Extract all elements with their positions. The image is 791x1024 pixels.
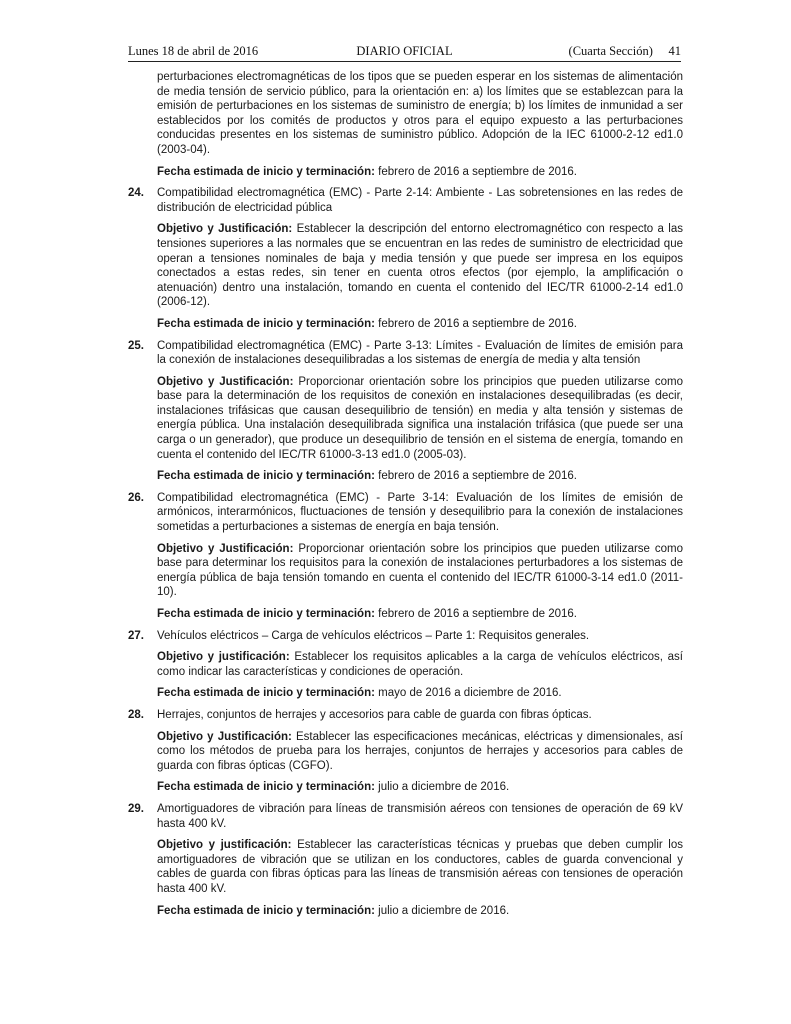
item-title: Amortiguadores de vibración para líneas de transmisión aéreos con tensiones de operación de 69 kV hasta 400 kV. [157, 802, 683, 830]
header-publication: DIARIO OFICIAL [356, 44, 453, 58]
page-header [128, 44, 681, 62]
objective-text: Proporcionar orientación sobre los principios que pueden utilizarse como base para la determinación de los requisitos de conexión en instalaciones desequilibradas (es decir, instalaciones trifásicas que causan desequilibrio de tensión) en media y alta tensión y sistemas de energía pública. Una instalación desequilibrada significa una instalación trifásica (que puede ser una carga o un generador), que produce un desequilibrio de tensión en el sistema de energía, tomando en cuenta el contenido del IEC/TR 61000-3-13 ed1.0 (2005-03). [157, 375, 683, 461]
fecha-value: febrero de 2016 a septiembre de 2016. [374, 470, 577, 483]
fecha-label: Fecha estimada de inicio y terminación: [157, 687, 375, 700]
fecha-value: julio a diciembre de 2016. [374, 904, 510, 917]
fecha-value: febrero de 2016 a septiembre de 2016. [374, 608, 577, 620]
list-item-24 [128, 186, 683, 215]
item-number: 26. [128, 491, 144, 504]
intro-fecha [157, 165, 683, 180]
item-objective [157, 222, 683, 310]
objective-text: Establecer la descripción del entorno electromagnético con respecto a las tensiones superiores a las normales que se encuentran en las redes de suministro de electricidad que operan a tensiones nominales de baja y media tensión y que puede ser impresa en los equipos conectados a estas redes, sin tener en cuenta otros efectos (por ejemplo, la amplificación o atenuación) dentro una instalación, tomando en cuenta el contenido del IEC/TR 61000-2-14 ed1.0 (2006-12). [157, 223, 684, 309]
fecha-label: Fecha estimada de inicio y terminación: [157, 608, 375, 620]
objective-text: Establecer las características técnicas y pruebas que deben cumplir los amortiguadores de vibración que se utilizan en los conductores, cables de guarda convencional y cables de guarda con fibras ópticas para las líneas de transmisión aéreas con tensiones de operación hasta 400 kV. [157, 839, 684, 895]
item-title: Herrajes, conjuntos de herrajes y accesorios para cable de guarda con fibras ópticas. [157, 708, 592, 721]
item-fecha [157, 904, 683, 919]
item-fecha [157, 686, 683, 701]
objective-label: Objetivo y justificación: [157, 839, 292, 852]
fecha-value: mayo de 2016 a diciembre de 2016. [374, 687, 562, 700]
objective-text: Proporcionar orientación sobre los principios que pueden utilizarse como base para determinar los requisitos para la conexión de instalaciones perturbadores a los sistemas de energía pública de baja tensión tomando en cuenta el contenido del IEC/TR 61000-3-14 ed1.0 (2011-10). [157, 542, 683, 599]
fecha-value: julio a diciembre de 2016. [374, 781, 510, 794]
list-item-26 [128, 491, 683, 535]
list-item-27 [128, 629, 683, 644]
item-fecha [157, 780, 683, 795]
item-title: Compatibilidad electromagnética (EMC) - Parte 3-14: Evaluación de los límites de emisión de armónicos, interarmónicos, fluctuaciones de tensión y desequilibrio para la conexión de instalaciones sometidas a perturbaciones a sistemas de energía en baja tensión. [157, 491, 683, 534]
item-title: Vehículos eléctricos – Carga de vehículos eléctricos – Parte 1: Requisitos generales. [157, 629, 590, 642]
item-fecha [157, 469, 683, 484]
objective-label: Objetivo y Justificación: [157, 542, 294, 555]
list-item-28 [128, 708, 683, 723]
document-body [128, 70, 683, 925]
header-rule [128, 61, 681, 62]
fecha-value: febrero de 2016 a septiembre de 2016. [374, 317, 577, 330]
item-objective [157, 730, 683, 774]
fecha-label: Fecha estimada de inicio y terminación: [157, 317, 375, 330]
item-title: Compatibilidad electromagnética (EMC) - Parte 2-14: Ambiente - Las sobretensiones en las redes de distribución de electricidad pública [157, 187, 683, 214]
objective-label: Objetivo y Justificación: [157, 730, 292, 743]
item-number: 27. [128, 629, 144, 642]
item-objective [157, 542, 683, 600]
item-fecha [157, 607, 683, 622]
header-section-page: (Cuarta Sección) 41 [568, 44, 681, 58]
fecha-label: Fecha estimada de inicio y terminación: [157, 470, 375, 483]
item-fecha [157, 317, 683, 332]
item-number: 25. [128, 339, 144, 352]
item-number: 28. [128, 708, 144, 721]
objective-text: Establecer las especificaciones mecánicas, eléctricas y dimensionales, así como los métodos de prueba para los herrajes, conjuntos de herrajes y accesorios para cables de guarda con fibras ópticas (CGFO). [157, 730, 684, 772]
objective-text: Establecer los requisitos aplicables a la carga de vehículos eléctricos, así como indicar las características y condiciones de operación. [157, 651, 684, 678]
list-item-25 [128, 339, 683, 368]
item-title: Compatibilidad electromagnética (EMC) - Parte 3-13: Límites - Evaluación de límites de emisión para la conexión de instalaciones desequilibradas a los sistemas de energía de media y alta tensión [157, 339, 683, 367]
list-item-29 [128, 802, 683, 831]
fecha-label: Fecha estimada de inicio y terminación: [157, 165, 375, 178]
item-objective [157, 838, 683, 896]
intro-paragraph: perturbaciones electromagnéticas de los tipos que se pueden esperar en los sistemas de alimentación de media tensión de servicio público, para la orientación en: a) los límites que se establezcan para la emisión de perturbaciones en los sistemas de suministro de energía; b) los límites de inmunidad a ser establecidos por los comités de productos y otros para el equipo expuesto a las perturbaciones conducidas presentes en los sistemas de suministro público. Adopción de la IEC 61000-2-12 ed1.0 (2003-04). [157, 71, 683, 156]
header-date: Lunes 18 de abril de 2016 [128, 44, 259, 58]
objective-label: Objetivo y Justificación: [157, 375, 294, 388]
objective-label: Objetivo y Justificación: [157, 223, 293, 236]
fecha-label: Fecha estimada de inicio y terminación: [157, 904, 375, 917]
item-number: 29. [128, 802, 144, 815]
item-number: 24. [128, 187, 144, 200]
fecha-value: febrero de 2016 a septiembre de 2016. [374, 165, 577, 178]
objective-label: Objetivo y justificación: [157, 651, 290, 664]
item-objective [157, 650, 683, 679]
fecha-label: Fecha estimada de inicio y terminación: [157, 781, 375, 794]
item-objective [157, 375, 683, 463]
